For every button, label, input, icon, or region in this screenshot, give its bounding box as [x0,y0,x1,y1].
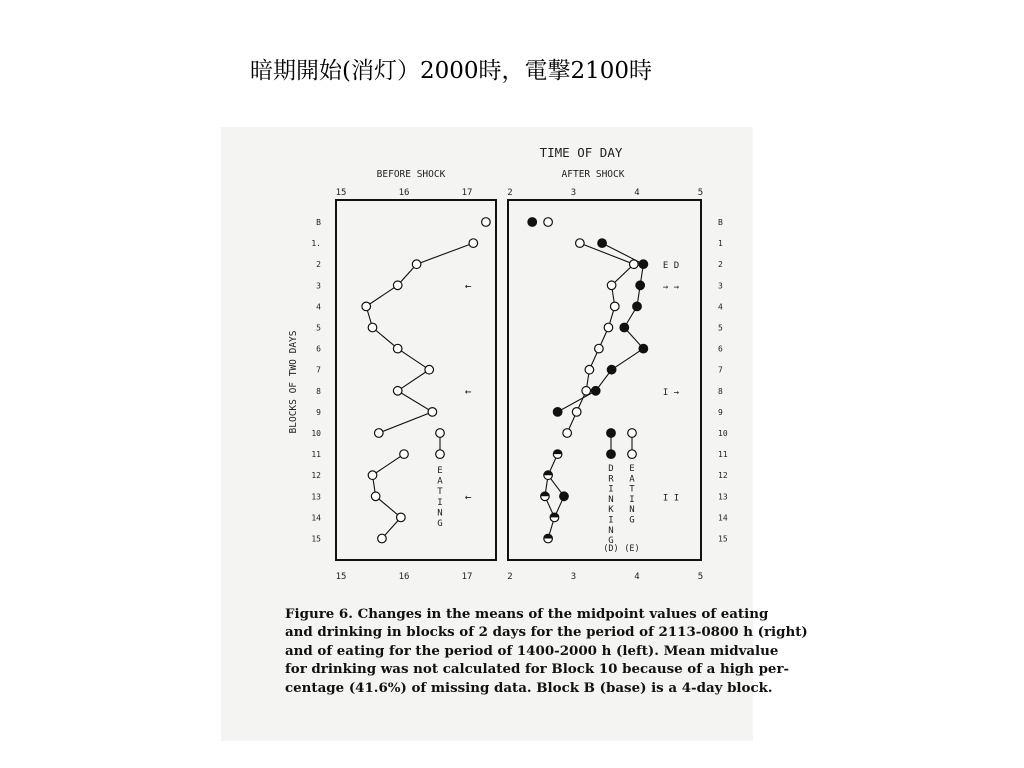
data-point-open [378,534,387,543]
legend-letter: E [437,466,443,476]
right-subtitle: AFTER SHOCK [561,169,625,180]
y-tick-label: 6 [718,344,723,354]
y-tick-label: 15 [718,534,728,544]
legend-letter: E [629,464,635,474]
y-tick-label: 5 [316,323,321,333]
legend-letter: G [437,519,443,529]
x-tick-label: 16 [398,572,410,582]
y-axis-label: BLOCKS OF TWO DAYS [288,330,299,434]
data-point-open [604,323,613,332]
data-point-open [362,302,371,311]
legend-short-label: (E) [624,544,640,554]
legend-letter: T [437,487,443,498]
x-tick-label: 16 [398,188,410,198]
data-point-open [400,450,409,459]
x-tick-label: 2 [507,188,513,198]
series-line-after [567,243,634,433]
y-tick-label: 2 [718,260,723,270]
figure-caption [285,605,808,697]
y-tick-label: 10 [311,429,321,438]
data-point-open [436,429,445,438]
y-tick-label: 7 [718,365,723,375]
data-point-filled [620,323,629,332]
legend-letter: A [437,476,443,487]
data-point-open [630,260,639,269]
legend-letter: I [437,497,443,508]
block-annotation: → → [662,282,680,293]
y-tick-label: 11 [311,450,321,460]
caption-line: Figure 6. Changes in the means of the midpoint values of eating [285,606,769,622]
data-point-open [628,429,637,438]
legend-short-label: (D) [603,544,619,554]
arrow-annotation: ← [464,490,472,504]
data-point-filled [598,239,607,248]
x-tick-label: 15 [335,188,347,198]
data-point-open [482,218,491,227]
y-tick-label: 11 [718,450,728,460]
data-point-open [595,344,604,353]
y-tick-label: 12 [311,471,321,481]
data-point-open [368,471,377,480]
y-tick-label: 9 [316,407,321,417]
data-point-open [576,239,585,248]
data-point-filled [639,344,648,353]
y-tick-label: 8 [316,386,321,396]
data-point-open [572,408,581,417]
x-tick-label: 3 [570,188,577,198]
y-tick-label: 14 [718,513,728,523]
data-point-open [582,387,591,396]
data-point-open [375,429,384,438]
data-point-filled [636,281,645,290]
y-tick-label: 14 [311,513,321,523]
x-tick-label: 5 [697,572,704,582]
block-annotation: E D [662,261,680,272]
y-tick-label: 12 [718,471,728,481]
legend-letter: G [629,515,635,526]
caption-line: and drinking in blocks of 2 days for the period of 2113-0800 h (right) [285,624,808,641]
y-tick-label: 13 [311,492,321,502]
data-point-open [607,281,616,290]
y-tick-label: 4 [316,302,321,312]
data-point-filled [607,429,616,438]
data-point-open [469,239,478,248]
data-point-open [544,218,553,227]
data-point-open [393,281,402,290]
y-tick-label: 3 [316,281,321,291]
arrow-annotation: ← [464,279,472,293]
data-point-filled [607,365,616,374]
figure-scan [221,127,808,741]
x-tick-label: 4 [634,188,640,198]
legend-letter: N [608,494,614,505]
legend-letter: R [608,474,614,485]
x-tick-label: 2 [507,572,513,582]
left-panel-frame [336,200,496,560]
data-point-filled [633,302,642,311]
caption-line: and of eating for the period of 1400-2000 h (left). Mean midvalue [285,642,779,659]
data-point-open [425,365,434,374]
y-tick-label: 3 [718,281,723,291]
caption-line: centage (41.6%) of missing data. Block B (base) is a 4-day block. [285,679,773,696]
data-point-open [368,323,377,332]
y-tick-label: 7 [316,365,321,375]
x-tick-label: 5 [697,188,704,198]
left-subtitle: BEFORE SHOCK [376,169,446,180]
data-point-open [371,492,380,501]
legend-letter: N [437,508,443,519]
data-point-filled [607,450,616,459]
block-annotation: I I [662,493,680,504]
data-point-open [563,429,572,438]
data-point-open [412,260,421,269]
legend-letter: D [608,464,614,474]
data-point-open [436,450,445,459]
legend-letter: K [608,505,614,516]
data-point-filled [591,387,600,396]
legend-letter: T [629,484,635,495]
legend-letter: I [608,515,614,526]
data-point-open [428,408,437,417]
data-point-open [628,450,637,459]
eating-line-before [366,243,473,433]
data-point-open [397,513,406,522]
data-point-open [585,365,594,374]
legend-letter: N [629,505,635,516]
y-tick-label: 1. [311,239,321,249]
block-annotation: I → [662,387,680,398]
y-tick-label: 8 [718,386,723,396]
legend-letter: N [608,525,614,536]
x-tick-label: 3 [570,572,577,582]
data-point-filled [553,408,562,417]
legend-letter: I [608,484,614,495]
y-tick-label: 4 [718,302,723,312]
legend-letter: G [608,536,614,547]
arrow-annotation: ← [464,384,472,398]
series-line-after [558,243,644,412]
slide-title: 暗期開始(消灯）2000時，電撃2100時 [250,58,653,84]
y-tick-label: 9 [718,407,723,417]
legend-letter: A [629,474,635,485]
y-tick-label: B [718,218,723,227]
y-tick-label: 1 [718,239,723,249]
data-point-open [610,302,619,311]
x-tick-label: 15 [335,572,347,582]
y-tick-label: 2 [316,260,321,270]
chart-title: TIME OF DAY [539,145,623,160]
data-point-filled [528,218,537,227]
data-point-open [393,387,402,396]
y-tick-label: 13 [718,492,728,502]
y-tick-label: 10 [718,429,728,438]
y-tick-label: 6 [316,344,321,354]
x-tick-label: 17 [461,188,473,198]
x-tick-label: 4 [634,572,640,582]
data-point-filled [639,260,648,269]
y-tick-label: 5 [718,323,723,333]
x-tick-label: 17 [461,572,473,582]
data-point-open [393,344,402,353]
caption-line: for drinking was not calculated for Block 10 because of a high per- [285,661,790,678]
legend-letter: I [629,494,635,505]
y-tick-label: 15 [311,534,321,544]
data-point-filled [560,492,569,501]
y-tick-label: B [316,218,321,227]
